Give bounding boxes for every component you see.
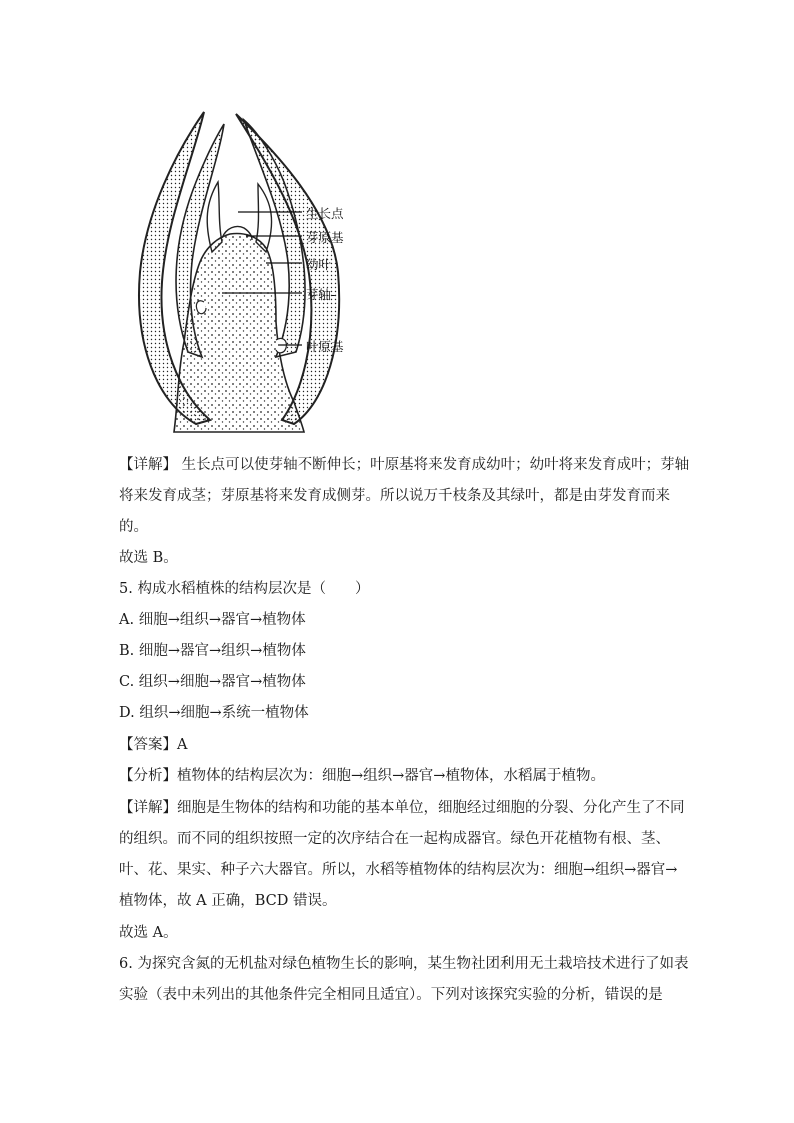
option-a: A. 细胞→组织→器官→植物体: [119, 612, 306, 628]
label-growth-point: 生长点: [306, 206, 344, 221]
question-6: 6. 为探究含氮的无机盐对绿色植物生长的影响，某生物社团利用无土栽培技术进行了如表: [119, 956, 689, 972]
label-young-leaf: 幼叶: [306, 257, 332, 272]
text-line: 叶、花、果实、种子六大器官。所以，水稻等植物体的结构层次为：细胞→组织→器官→: [119, 862, 678, 878]
text-line: 【详解】 生长点可以使芽轴不断伸长；叶原基将来发育成幼叶；幼叶将来发育成叶；芽轴: [119, 457, 690, 473]
label-bud-axis: 芽轴-: [306, 287, 336, 302]
analysis: 【分析】植物体的结构层次为：细胞→组织→器官→植物体，水稻属于植物。: [119, 768, 605, 784]
answer: 【答案】A: [119, 737, 188, 753]
option-b: B. 细胞→器官→组织→植物体: [119, 643, 306, 659]
text-line: 的。: [119, 519, 148, 535]
label-leaf-primordium: 叶原基: [306, 339, 344, 354]
text-line: 故选 A。: [119, 925, 178, 941]
question-5: 5. 构成水稻植株的结构层次是（ ）: [119, 581, 370, 597]
text-line: 植物体，故 A 正确，BCD 错误。: [119, 893, 337, 909]
option-d: D. 组织→细胞→系统一植物体: [119, 705, 309, 721]
leaf-primordium: [276, 338, 286, 352]
text-line: 将来发育成茎；芽原基将来发育成侧芽。所以说万千枝条及其绿叶，都是由芽发育而来: [119, 488, 670, 504]
text-line: 的组织。而不同的组织按照一定的次序结合在一起构成器官。绿色开花植物有根、茎、: [119, 831, 670, 847]
text-line: 实验（表中未列出的其他条件完全相同且适宜）。下列对该探究实验的分析，错误的是: [119, 987, 663, 1003]
bud-structure-figure: [126, 102, 366, 442]
label-bud-primordium: 芽原基: [306, 230, 344, 245]
text-line: 【详解】细胞是生物体的结构和功能的基本单位，细胞经过细胞的分裂、分化产生了不同: [119, 800, 685, 816]
text-line: 故选 B。: [119, 550, 178, 566]
option-c: C. 组织→细胞→器官→植物体: [119, 674, 306, 690]
